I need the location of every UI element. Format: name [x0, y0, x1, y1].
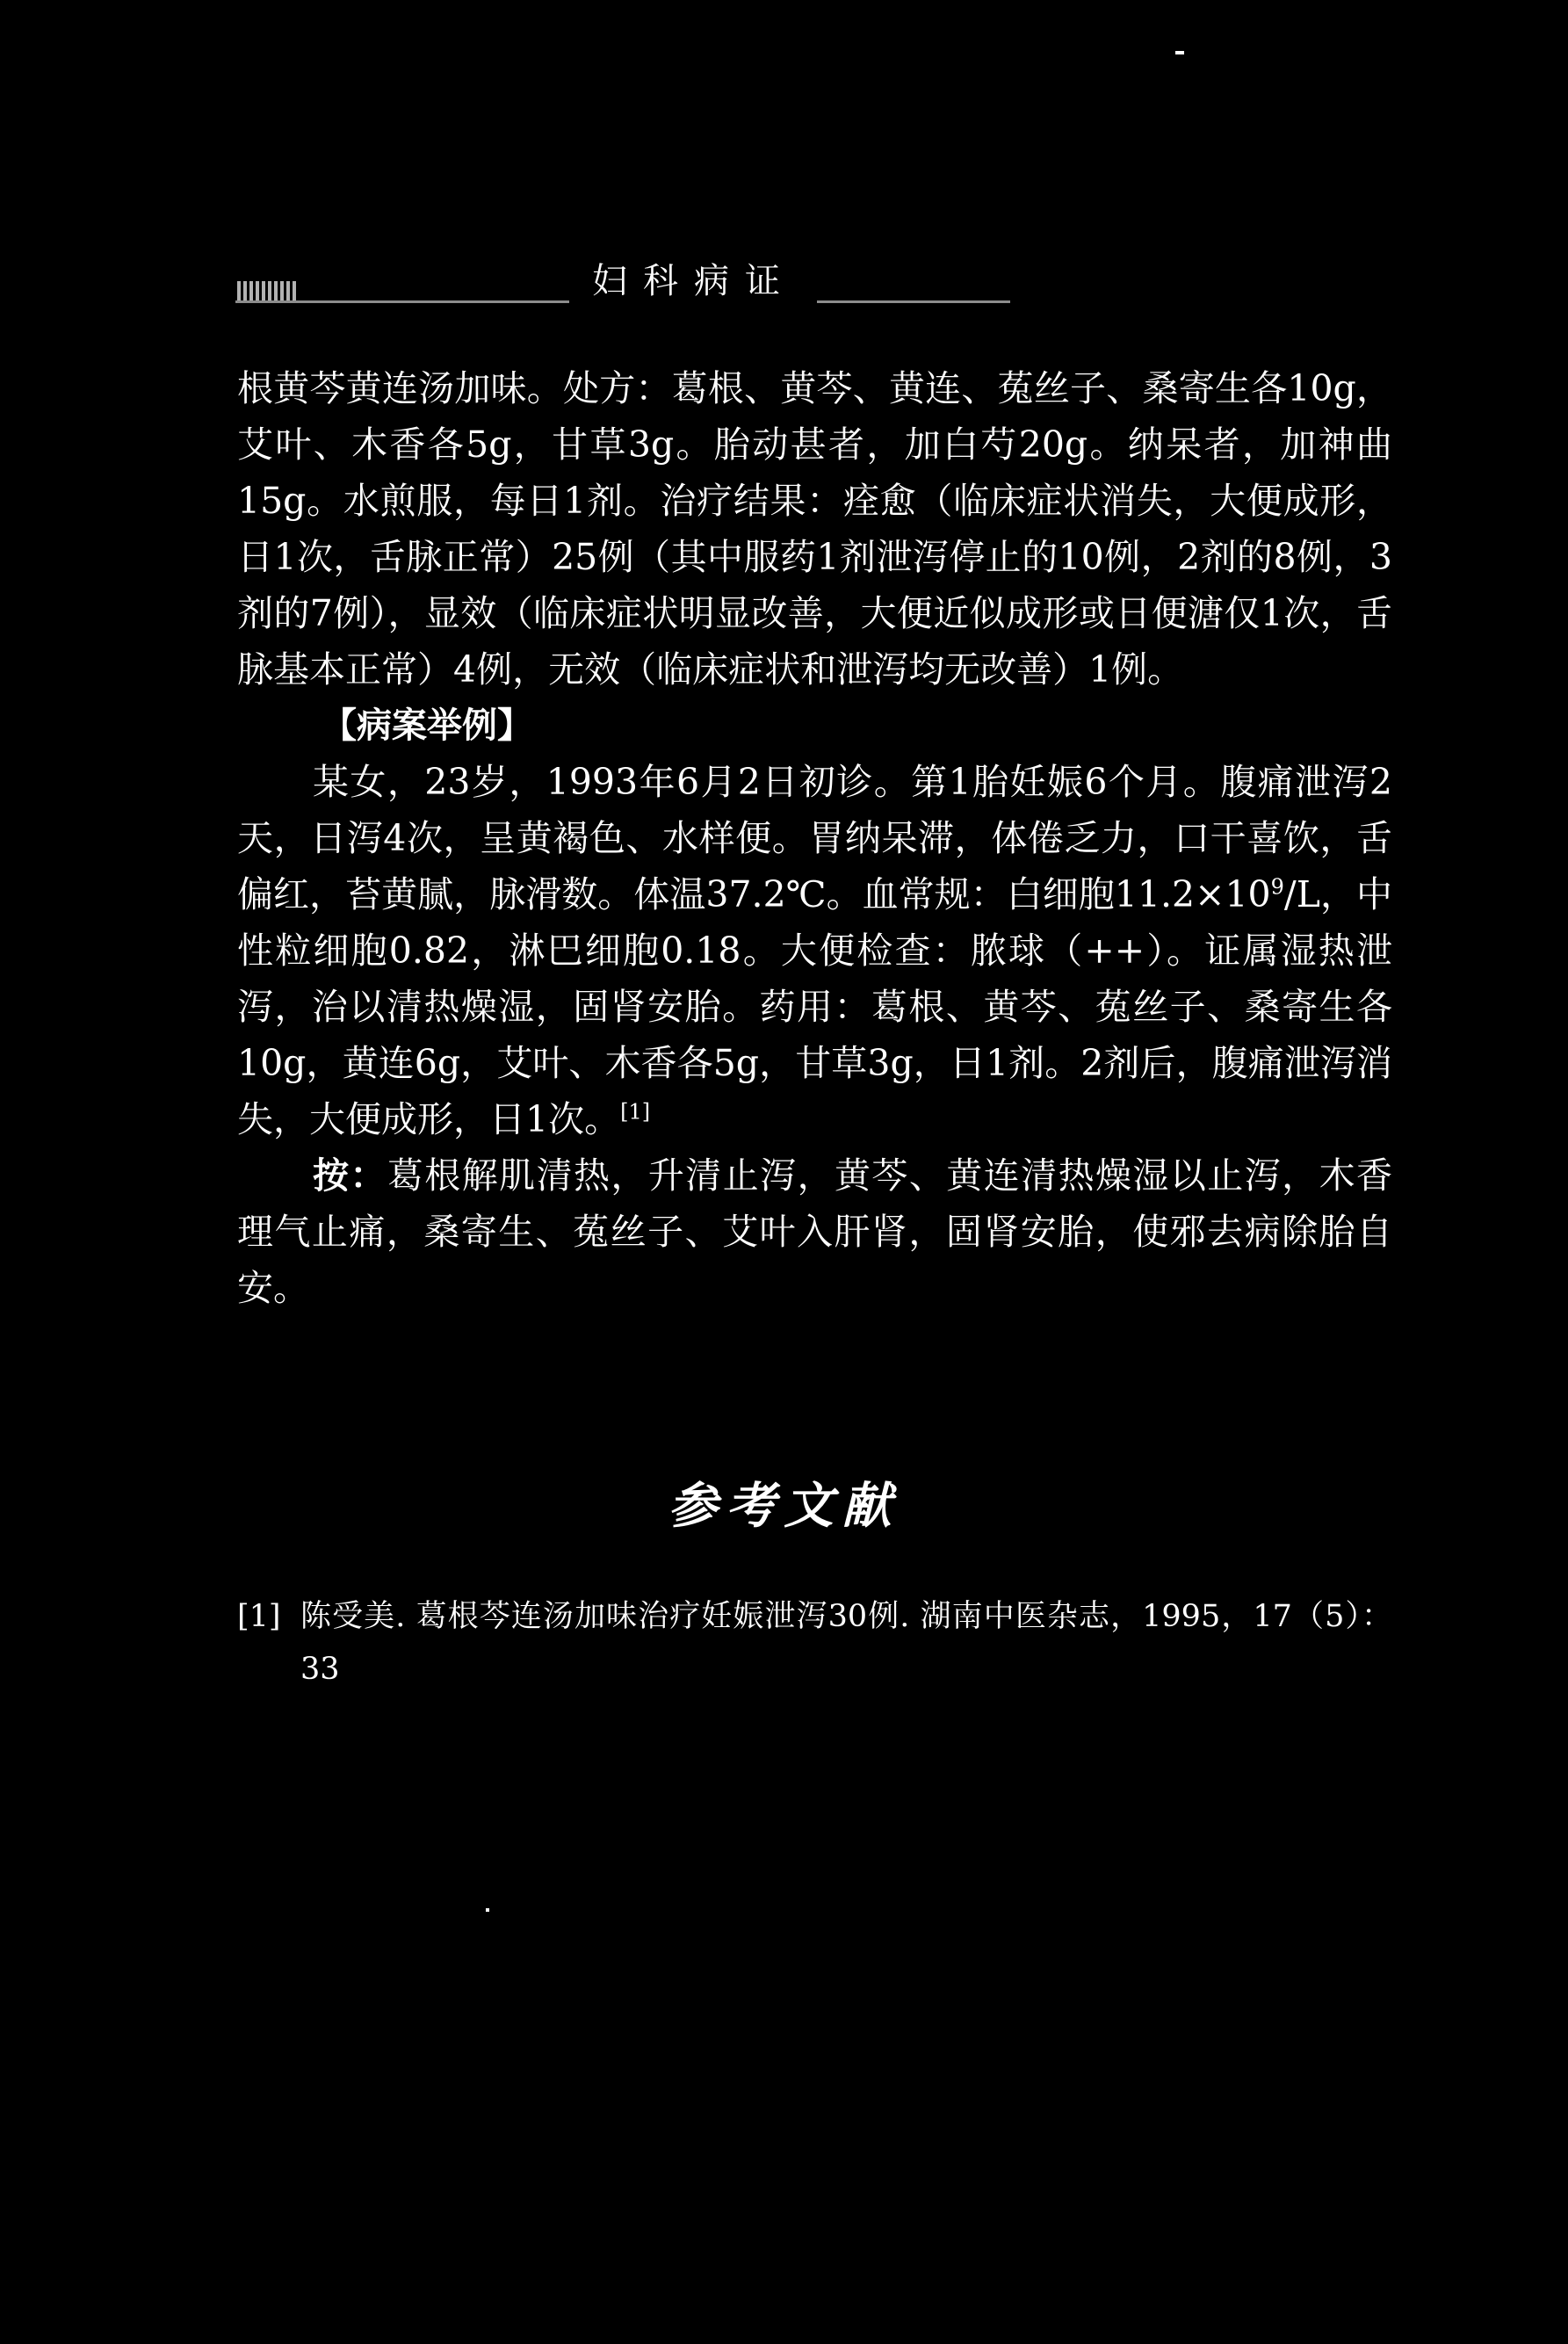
header-rule-left — [235, 300, 569, 303]
reference-text: 陈受美. 葛根芩连汤加味治疗妊娠泄泻30例. 湖南中医杂志，1995，17（5）：33 — [300, 1599, 1392, 1687]
treatment-paragraph: 根黄芩黄连汤加味。处方：葛根、黄芩、黄连、菟丝子、桑寄生各10g，艾叶、木香各5g，甘草3g。胎动甚者，加白芍20g。纳呆者，加神曲15g。水煎服，每日1剂。治疗结果：痊愈（临床症状消失，大便成形，日1次，舌脉正常）25例（其中服药1剂泄泻停止的10例，2剂的8例，3剂的7例），显效（临床症状明显改善，大便近似成形或日便溏仅1次，舌脉基本正常）4例，无效（临床症状和泄泻均无改善）1例。 — [237, 367, 1392, 691]
note-text: 葛根解肌清热，升清止泻，黄芩、黄连清热燥湿以止泻，木香理气止痛，桑寄生、菟丝子、艾叶入肝肾，固肾安胎，使邪去病除胎自安。 — [237, 1154, 1392, 1309]
case-paragraph — [237, 754, 1392, 1147]
reference-item — [237, 1590, 1392, 1696]
reference-number: [1] — [237, 1599, 281, 1634]
header-ornament — [237, 281, 299, 300]
case-text: 某女，23岁，1993年6月2日初诊。第1胎妊娠6个月。腹痛泄泻2天，日泻4次，呈黄褐色、水样便。胃纳呆滞，体倦乏力，口干喜饮，舌偏红，苔黄腻，脉滑数。体温37.2℃。血常规：白细胞11.2×10 — [237, 761, 1393, 915]
scan-speck — [486, 1908, 489, 1912]
page-header — [0, 255, 1568, 307]
exponent: 9 — [1270, 874, 1284, 900]
note-paragraph — [237, 1147, 1392, 1316]
citation-marker: [1] — [620, 1099, 651, 1125]
references-title: 参考文献 — [668, 1477, 900, 1535]
case-text-continued: /L，中性粒细胞0.82，淋巴细胞0.18。大便检查：脓球（++）。证属湿热泄泻，治以清热燥湿，固肾安胎。药用：葛根、黄芩、菟丝子、桑寄生各10g，黄连6g，艾叶、木香各5g，甘草3g，日1剂。2剂后，腹痛泄泻消失，大便成形，日1次。 — [237, 873, 1393, 1140]
note-label: 按： — [313, 1154, 387, 1197]
references-list — [237, 1590, 1392, 1696]
body-text — [237, 360, 1392, 1316]
scan-speck — [1175, 51, 1184, 54]
header-rule-right — [817, 300, 1010, 303]
running-head: 妇科病证 — [592, 261, 796, 301]
case-heading: 【病案举例】 — [322, 705, 532, 746]
